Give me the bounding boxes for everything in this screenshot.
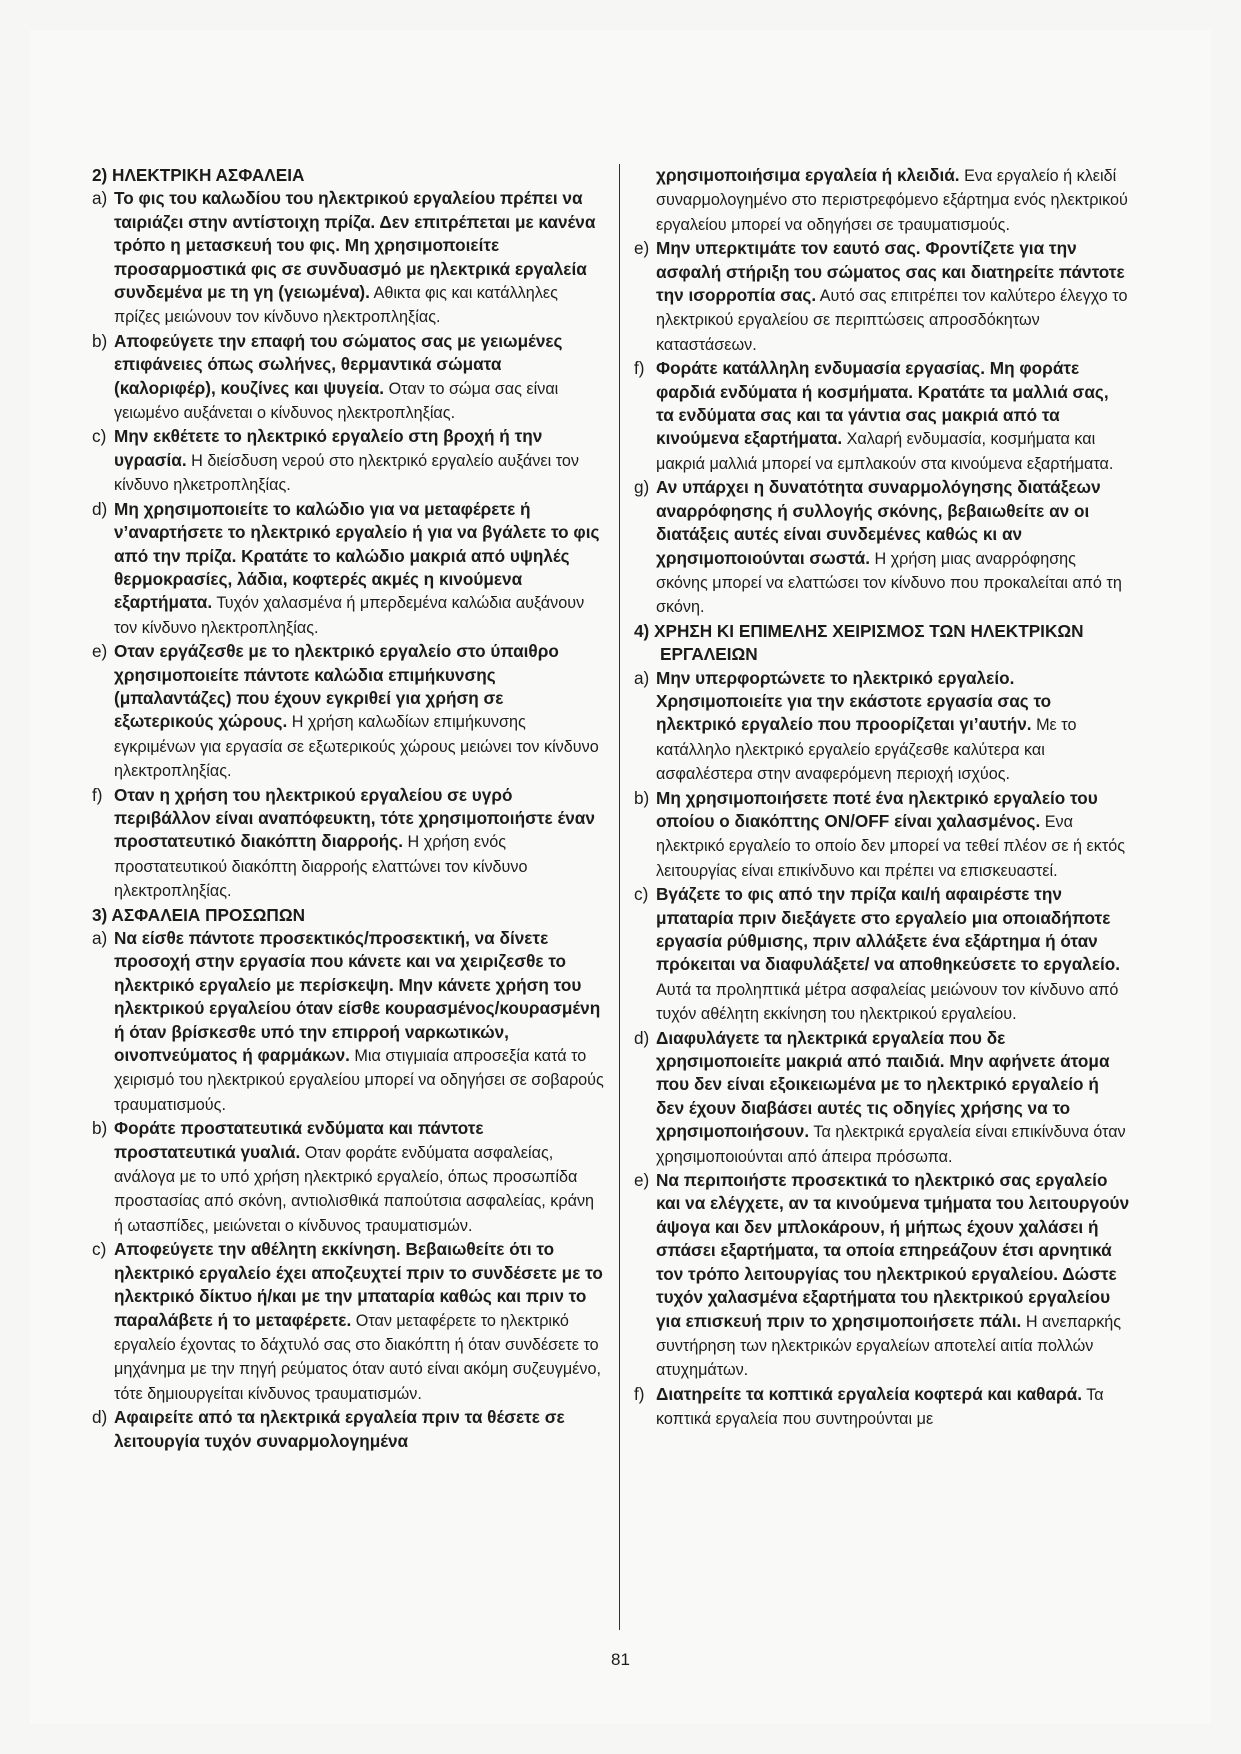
item-letter: b) bbox=[92, 1118, 108, 1139]
item-text bbox=[656, 883, 1130, 1026]
item-bold-text: Αν υπάρχει η δυνατότητα συναρμολόγησης διατάξεων αναρρόφησης ή συλλογής σκόνης, βεβαιωθείτε αν οι διατάξεις αυτές είναι συνδεμένες καθώς κι αν χρησιμοποιούνται σωστά. bbox=[656, 477, 1101, 568]
item-bold-text: Διαφυλάγετε τα ηλεκτρικά εργαλεία που δε χρησιμοποιείτε μακριά από παιδιά. Μην αφήνετε άτομα που δεν είναι εξοικειωμένα με το ηλεκτρικό εργαλείο ή δεν έχουν διαβάσει αυτές τις οδηγίες χρήσης να το χρησιμοποιήσουν. bbox=[656, 1027, 1110, 1142]
item-text bbox=[114, 187, 604, 329]
item-letter: a) bbox=[92, 188, 108, 209]
item-text bbox=[114, 784, 604, 904]
item-text bbox=[656, 1169, 1130, 1383]
item-text bbox=[114, 640, 604, 783]
item-normal-text: Αυτό σας επιτρέπει τον καλύτερο έλεγχο το ηλεκτρικού εργαλείου σε περιπτώσεις απροσδόκητων καταστάσεων. bbox=[656, 287, 1128, 354]
item-bold-text: Μη χρησιμοποιείτε το καλώδιο για να μεταφέρετε ή ν’αναρτήσετε το ηλεκτρικό εργαλείο ή για να βγάλετε το φις από την πρίζα. Κρατάτε το καλώδιο μακριά από υψηλές θερμοκρασίες, λάδια, κοφτερές ακμές η κινούμενα εξαρτήματα. bbox=[114, 498, 600, 613]
item-normal-text: Με το κατάλληλο ηλεκτρικό εργαλείο εργάζεσθε καλύτερα και ασφαλέστερα στην αναφερόμενη περιοχή ισχύος. bbox=[656, 716, 1077, 784]
item-letter: c) bbox=[634, 884, 649, 905]
item-text bbox=[656, 476, 1130, 619]
list-item bbox=[92, 425, 604, 497]
list-item-continuation bbox=[634, 164, 1130, 237]
item-bold-text: Οταν εργάζεσθε με το ηλεκτρικό εργαλείο στο ύπαιθρο χρησιμοποιείτε πάντοτε καλώδια επιμήκυνσης (μπαλαντάζες) που έχουν εγκριθεί για χρήση σε εξωτερικούς χώρους. bbox=[114, 641, 559, 732]
item-letter: c) bbox=[92, 426, 107, 447]
item-letter: b) bbox=[634, 787, 650, 808]
list-item bbox=[92, 927, 604, 1117]
item-bold-text: Διατηρείτε τα κοπτικά εργαλεία κοφτερά και καθαρά. bbox=[656, 1383, 1082, 1404]
item-text bbox=[656, 1027, 1130, 1169]
item-bold-text: Να είσθε πάντοτε προσεκτικός/προσεκτική, να δίνετε προσοχή στην εργασία που κάνετε και να χειριζεσθε το ηλεκτρικό εργαλείο με περίσκεψη. Μην κάνετε χρήση του ηλεκτρικού εργαλείου όταν είσθε κουρασμένος/κουρασμένη ή όταν βρίσκεσθε υπό την επιρροή ναρκωτικών, οινοπνεύματος ή φαρμάκων. bbox=[114, 928, 601, 1066]
item-text bbox=[114, 1406, 604, 1453]
list-item bbox=[634, 237, 1130, 357]
item-text bbox=[656, 787, 1130, 884]
item-text bbox=[656, 357, 1130, 476]
item-normal-text: Μια στιγμιαία απροσεξία κατά το χειρισμό του ηλεκτρικού εργαλείου μπορεί να οδηγήσει σε σοβαρούς τραυματισμούς. bbox=[114, 1047, 604, 1114]
item-letter: d) bbox=[634, 1027, 650, 1048]
item-bold-text: Φοράτε κατάλληλη ενδυμασία εργασίας. Μη φοράτε φαρδιά ενδύματα ή κοσμήματα. Κρατάτε τα μαλλιά σας, τα ενδύματα σας και τα γάντια σας μακριά από τα κινούμενα εξαρτήματα. bbox=[656, 358, 1109, 449]
item-normal-text: Τα ηλεκτρικά εργαλεία είναι επικίνδυνα όταν χρησιμοποιούνται από άπειρα πρόσωπα. bbox=[656, 1123, 1126, 1166]
item-letter: g) bbox=[634, 477, 650, 498]
item-letter: d) bbox=[92, 1407, 108, 1428]
page-number: 81 bbox=[611, 1650, 630, 1669]
item-bold-text: Μη χρησιμοποιήσετε ποτέ ένα ηλεκτρικό εργαλείο του οποίου ο διακόπτης ON/OFF είναι χαλασμένος. bbox=[656, 787, 1098, 831]
item-letter: d) bbox=[92, 498, 108, 519]
item-bold-text: Το φις του καλωδίου του ηλεκτρικού εργαλείου πρέπει να ταιριάζει στην αντίστοιχη πρίζα. Δεν επιτρέπεται με κανένα τρόπο η μετασκευή του φις. Μη χρησιμοποιείτε προσαρμοστικά φις σε συνδυασμό με ηλεκτρικά εργαλεία συνδεμένα με τη γη (γειωμένα). bbox=[114, 188, 596, 303]
list-item bbox=[634, 476, 1130, 619]
item-bold-text: Φοράτε προστατευτικά ενδύματα και πάντοτε προστατευτικά γυαλιά. bbox=[114, 1118, 484, 1162]
section-heading: 2) ΗΛΕΚΤΡΙΚΗ ΑΣΦΑΛΕΙΑ bbox=[92, 165, 305, 185]
list-item bbox=[92, 498, 604, 640]
list-item bbox=[92, 640, 604, 783]
item-letter: e) bbox=[634, 1170, 650, 1191]
list-item bbox=[634, 883, 1130, 1026]
item-letter: f) bbox=[634, 358, 645, 379]
list-item bbox=[92, 1238, 604, 1406]
item-normal-text: Χαλαρή ενδυμασία, κοσμήματα και μακριά μαλλιά μπορεί να εμπλακούν στα κινούμενα εξαρτήματα. bbox=[656, 430, 1114, 473]
item-bold-text: Μην εκθέτετε το ηλεκτρικό εργαλείο στη βροχή ή την υγρασία. bbox=[114, 426, 543, 470]
item-normal-text: Οταν φοράτε ενδύματα ασφαλείας, ανάλογα με το υπό χρήση ηλεκτρικό εργαλείο, όπως προσωπίδα προστασίας από σκόνη, αντιολισθικά παπούτσια ασφαλείας, κράνη ή ωτασπίδες, μειώνεται ο κίνδυνος τραυματισμών. bbox=[114, 1143, 595, 1235]
item-normal-text: Τα κοπτικά εργαλεία που συντηρούνται με bbox=[656, 1385, 1104, 1429]
list-item bbox=[634, 1027, 1130, 1169]
item-bold-text: Αφαιρείτε από τα ηλεκτρικά εργαλεία πριν τα θέσετε σε λειτουργία τυχόν συναρμολογημένα bbox=[114, 1407, 565, 1451]
section-heading: 3) ΑΣΦΑΛΕΙΑ ΠΡΟΣΩΠΩΝ bbox=[92, 904, 306, 925]
item-text bbox=[114, 1117, 604, 1238]
item-bold-text: Μην υπερφορτώνετε το ηλεκτρικό εργαλείο. Χρησιμοποιείτε για την εκάστοτε εργασία σας το ηλεκτρικό εργαλείο που προορίζεται γι’αυτήν. bbox=[656, 667, 1052, 735]
column-divider bbox=[619, 164, 620, 1630]
item-text bbox=[114, 1238, 604, 1406]
item-normal-text: Η χρήση μιας αναρρόφησης σκόνης μπορεί να ελαττώσει τον κίνδυνο που προκαλείται από τη σκόνη. bbox=[656, 549, 1122, 617]
list-item bbox=[92, 1406, 604, 1453]
item-bold-text: Αποφεύγετε την αθέλητη εκκίνηση. Βεβαιωθείτε ότι το ηλεκτρικό εργαλείο έχει αποζευχτεί πριν το συνδέσετε με το ηλεκτρικό δίκτυο ή/και με την μπαταρία καθώς και πριν το παραλάβετε ή το μεταφέρετε. bbox=[114, 1239, 603, 1330]
item-bold-text: Αποφεύγετε την επαφή του σώματος σας με γειωμένες επιφάνειες όπως σωλήνες, θερμαντικά σώματα (καλοριφέρ), κουζίνες και ψυγεία. bbox=[114, 330, 563, 398]
list-item bbox=[634, 1383, 1130, 1432]
item-bold-text: Βγάζετε το φις από την πρίζα και/ή αφαιρέστε την μπαταρία πριν διεξάγετε στο εργαλείο μια οποιαδήποτε εργασία ρύθμισης, πριν αλλάξετε ένα εξάρτημα ή όταν πρόκειται να διαφυλάξετε/ να αποθηκεύσετε το εργαλείο. bbox=[656, 884, 1121, 975]
right-column bbox=[634, 164, 1130, 1432]
left-column bbox=[92, 164, 604, 1453]
section-heading: 4) ΧΡΗΣΗ ΚΙ ΕΠΙΜΕΛΗΣ ΧΕΙΡΙΣΜΟΣ ΤΩΝ ΗΛΕΚΤΡΙΚΩΝ ΕΡΓΑΛΕΙΩΝ bbox=[634, 620, 1084, 665]
item-normal-text: Ενα εργαλείο ή κλειδί συναρμολογημένο στο περιστρεφόμενο εξάρτημα ενός ηλεκτρικού εργαλείου μπορεί να οδηγήσει σε τραυματισμούς. bbox=[656, 167, 1128, 234]
item-letter: f) bbox=[92, 784, 103, 805]
list-item bbox=[634, 667, 1130, 787]
item-letter: a) bbox=[634, 667, 650, 688]
item-letter: a) bbox=[92, 928, 108, 948]
item-normal-text: Οταν μεταφέρετε το ηλεκτρικό εργαλείο έχοντας το δάχτυλό σας στο διακόπτη ή όταν συνδέσετε το μηχάνημα με την πηγή ρεύματος όταν αυτό είναι ακόμη συζευγμένο, τότε δημιουργείται κίνδυνος τραυματισμών. bbox=[114, 1311, 601, 1403]
item-normal-text: Η χρήση ενός προστατευτικού διακόπτη διαρροής ελαττώνει τον κίνδυνο ηλεκτροπληξίας. bbox=[114, 833, 528, 901]
item-text bbox=[114, 330, 604, 426]
item-normal-text: Τυχόν χαλασμένα ή μπερδεμένα καλώδια αυξάνουν τον κίνδυνο ηλεκτροπληξίας. bbox=[114, 594, 585, 637]
item-bold-text: Να περιποιήστε προσεκτικά το ηλεκτρικό σας εργαλείο και να ελέγχετε, αν τα κινούμενα τμήματα του λειτουργούν άψογα και δεν μπλοκάρουν, ή μήπως έχουν χαλάσει ή σπάσει εξαρτήματα, τα οποία επηρεάζουν έτσι αρνητικά τον τρόπο λειτουργίας του ηλεκτρικού εργαλείου. Δώστε τυχόν χαλασμένα εξαρτήματα του ηλεκτρικού εργαλείου για επισκευή πριν το χρησιμοποιήσετε πάλι. bbox=[656, 1170, 1130, 1331]
item-bold-text: χρησιμοποιήσιμα εργαλεία ή κλειδιά. bbox=[656, 165, 960, 185]
item-text bbox=[114, 498, 604, 640]
item-letter: e) bbox=[92, 641, 108, 662]
item-normal-text: Η χρήση καλωδίων επιμήκυνσης εγκριμένων για εργασία σε εξωτερικούς χώρους μειώνει τον κίνδυνο ηλεκτροπληξίας. bbox=[114, 713, 599, 781]
item-normal-text: Οταν το σώμα σας είναι γειωμένο αυξάνεται ο κίνδυνος ηλεκτροπληξίας. bbox=[114, 379, 559, 423]
item-normal-text: Αυτά τα προληπτικά μέτρα ασφαλείας μειώνουν τον κίνδυνο από τυχόν αθέλητη εκκίνηση του ηλεκτρικού εργαλείου. bbox=[656, 980, 1119, 1024]
item-text bbox=[634, 164, 1130, 237]
item-normal-text: Η ανεπαρκής συντήρηση των ηλεκτρικών εργαλείων αποτελεί αιτία πολλών ατυχημάτων. bbox=[656, 1312, 1122, 1380]
item-text bbox=[656, 237, 1130, 357]
list-item bbox=[92, 187, 604, 329]
item-text bbox=[114, 425, 604, 497]
item-normal-text: Αθικτα φις και κατάλληλες πρίζες μειώνουν τον κίνδυνο ηλεκτροπληξίας. bbox=[114, 284, 558, 327]
item-normal-text: Η διείσδυση νερού στο ηλεκτρικό εργαλείο αυξάνει τον κίνδυνο ηλκετροπληξίας. bbox=[114, 451, 579, 495]
list-item bbox=[634, 1169, 1130, 1383]
list-item bbox=[634, 787, 1130, 884]
item-letter: e) bbox=[634, 238, 650, 259]
item-text bbox=[656, 1383, 1130, 1432]
item-letter: c) bbox=[92, 1239, 107, 1260]
item-text bbox=[114, 927, 604, 1117]
item-text bbox=[656, 667, 1130, 787]
item-bold-text: Μην υπερκτιμάτε τον εαυτό σας. Φροντίζετε για την ασφαλή στήριξη του σώματος σας και διατηρείτε πάντοτε την ισορροπία σας. bbox=[656, 238, 1125, 306]
list-item bbox=[92, 1117, 604, 1238]
item-bold-text: Οταν η χρήση του ηλεκτρικού εργαλείου σε υγρό περιβάλλον είναι αναπόφευκτη, τότε χρησιμοποιήστε έναν προστατευτικό διακόπτη διαρροής. bbox=[114, 784, 595, 852]
list-item bbox=[92, 784, 604, 904]
item-normal-text: Ενα ηλεκτρικό εργαλείο το οποίο δεν μπορεί να τεθεί πλέον σε ή εκτός λειτουργίας είναι επικίνδυνο και πρέπει να επισκευαστεί. bbox=[656, 812, 1126, 880]
list-item bbox=[92, 330, 604, 426]
list-item bbox=[634, 357, 1130, 476]
item-letter: f) bbox=[634, 1383, 645, 1404]
item-letter: b) bbox=[92, 330, 108, 351]
